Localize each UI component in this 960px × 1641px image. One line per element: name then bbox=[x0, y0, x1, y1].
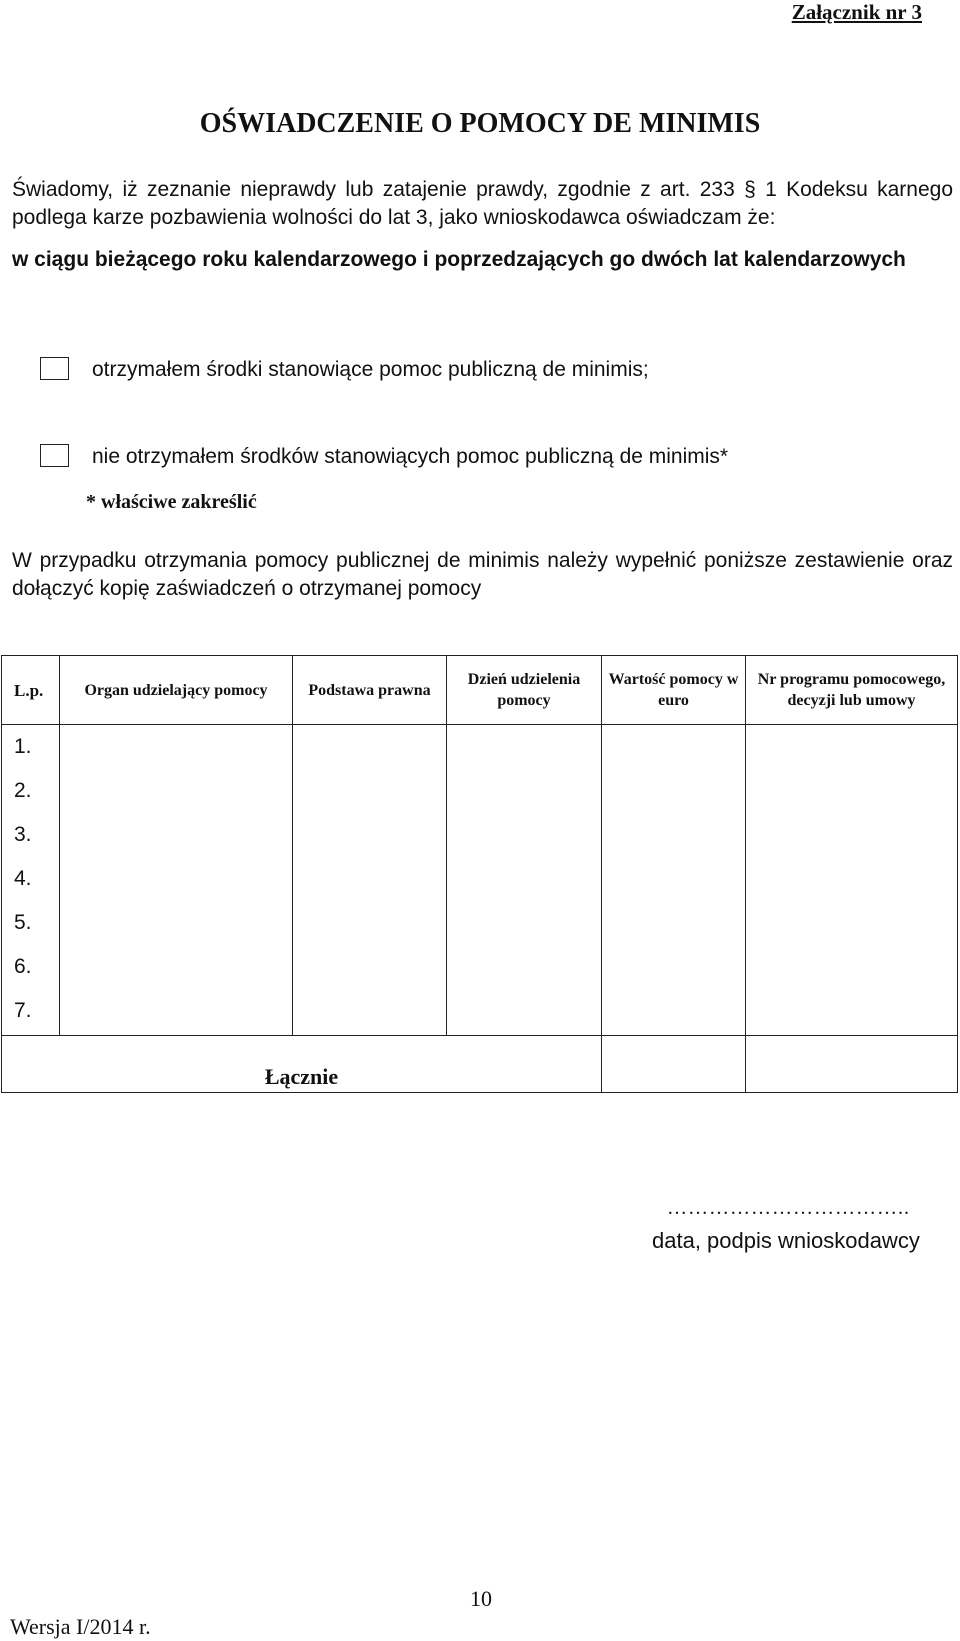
option-not-received-label: nie otrzymałem środków stanowiących pomoc publiczną de minimis* bbox=[92, 445, 729, 468]
value-cell[interactable] bbox=[602, 725, 746, 1036]
option-received-label: otrzymałem środki stanowiące pomoc publiczną de minimis; bbox=[92, 358, 649, 381]
total-program-cell bbox=[746, 1036, 958, 1093]
row-number: 7. bbox=[14, 999, 32, 1022]
table-row bbox=[2, 725, 958, 1036]
table-header-row bbox=[2, 656, 958, 725]
table-total-row bbox=[2, 1036, 958, 1093]
signature-line: …………………………….. bbox=[667, 1197, 910, 1219]
intro-paragraph: Świadomy, iż zeznanie nieprawdy lub zatajenie prawdy, zgodnie z art. 233 § 1 Kodeksu karnego podlega karze pozbawienia wolności do lat 3, jako wnioskodawca oświadczam że: bbox=[12, 178, 953, 229]
footnote: * właściwe zakreślić bbox=[86, 491, 257, 513]
date-cell[interactable] bbox=[447, 725, 602, 1036]
header-lp: L.p. bbox=[2, 656, 60, 725]
option-received-checkbox[interactable] bbox=[40, 357, 69, 380]
row-number: 1. bbox=[14, 735, 32, 758]
header-legal-basis: Podstawa prawna bbox=[293, 656, 447, 725]
aid-table bbox=[1, 655, 958, 1093]
row-number: 2. bbox=[14, 779, 32, 802]
row-number-cell bbox=[2, 725, 60, 1036]
document-title: OŚWIADCZENIE O POMOCY DE MINIMIS bbox=[199, 108, 761, 139]
row-number: 5. bbox=[14, 911, 32, 934]
header-value: Wartość pomocy w euro bbox=[602, 656, 746, 725]
version-label: Wersja I/2014 r. bbox=[10, 1614, 151, 1639]
header-organ: Organ udzielający pomocy bbox=[60, 656, 293, 725]
total-value-cell[interactable] bbox=[602, 1036, 746, 1093]
signature-label: data, podpis wnioskodawcy bbox=[652, 1228, 920, 1253]
legal-basis-cell[interactable] bbox=[293, 725, 447, 1036]
option-not-received-checkbox[interactable] bbox=[40, 444, 69, 467]
row-number: 3. bbox=[14, 823, 32, 846]
header-date: Dzień udzielenia pomocy bbox=[447, 656, 602, 725]
annex-label: Załącznik nr 3 bbox=[791, 0, 922, 24]
period-statement: w ciągu bieżącego roku kalendarzowego i poprzedzających go dwóch lat kalendarzowych bbox=[12, 248, 906, 271]
total-label: Łącznie bbox=[2, 1036, 602, 1093]
row-number: 6. bbox=[14, 955, 32, 978]
header-program-number: Nr programu pomocowego, decyzji lub umowy bbox=[746, 656, 958, 725]
instruction-paragraph: W przypadku otrzymania pomocy publicznej de minimis należy wypełnić poniższe zestawienie oraz dołączyć kopię zaświadczeń o otrzymanej pomocy bbox=[12, 549, 953, 600]
program-number-cell[interactable] bbox=[746, 725, 958, 1036]
row-number: 4. bbox=[14, 867, 32, 890]
organ-cell[interactable] bbox=[60, 725, 293, 1036]
page-number: 10 bbox=[470, 1586, 492, 1611]
